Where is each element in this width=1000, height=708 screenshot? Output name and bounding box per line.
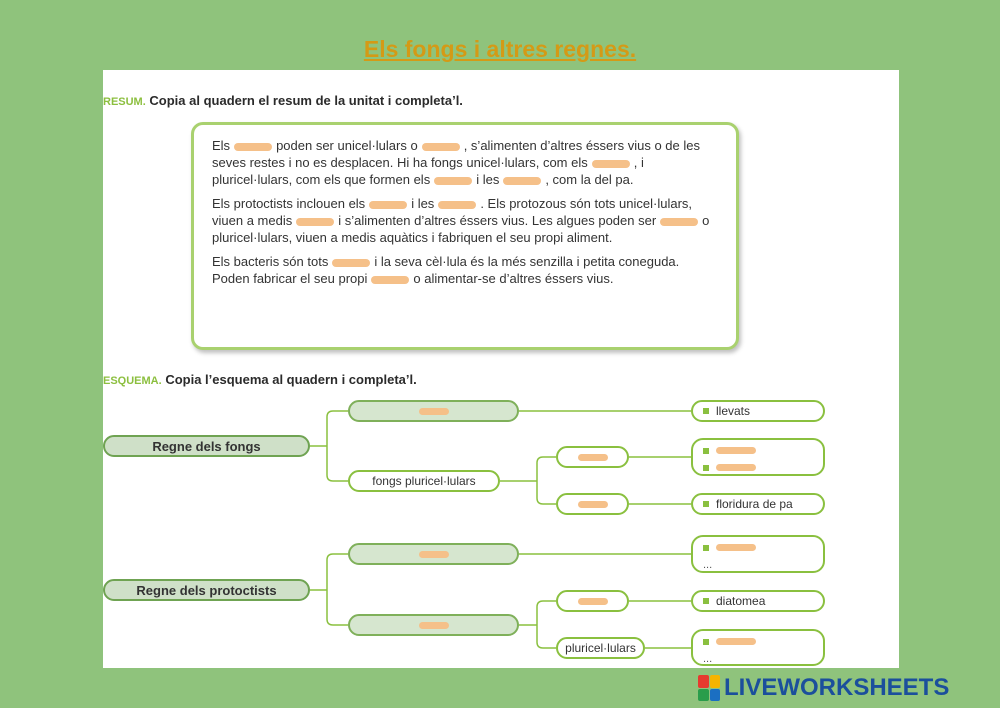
liveworksheets-logo bbox=[698, 674, 949, 702]
concept-map bbox=[103, 70, 899, 668]
ellipsis-text: ... bbox=[703, 652, 713, 665]
summary-text: i la seva cèl·lula és la més senzilla i petita coneguda. Poden fabricar el seu propi bbox=[212, 254, 680, 286]
blank-input[interactable] bbox=[419, 408, 449, 415]
esquema-instruction: Copia l’esquema al quadern i completa’l. bbox=[165, 372, 417, 387]
sub-node-blank[interactable] bbox=[556, 446, 629, 468]
bullet-icon bbox=[703, 408, 709, 414]
summary-text: o pluricel·lulars, viuen a medis aquàtics i fabriquen el seu propi aliment. bbox=[212, 213, 710, 245]
summary-text: i s’alimenten d’altres éssers vius. Les algues poden ser bbox=[338, 213, 657, 228]
summary-text: , i pluricel·lulars, com els que formen els bbox=[212, 155, 644, 187]
summary-text: i les bbox=[411, 196, 435, 211]
branch-node-blank[interactable] bbox=[348, 614, 519, 636]
sub-node-blank[interactable] bbox=[556, 590, 629, 612]
leaf-node-blank-ellipsis bbox=[691, 535, 825, 573]
summary-text: Els bacteris són tots bbox=[212, 254, 329, 269]
bullet-icon bbox=[703, 501, 709, 507]
summary-text: , com la del pa. bbox=[545, 172, 634, 187]
blank-input[interactable] bbox=[419, 622, 449, 629]
leaf-node-blank-ellipsis bbox=[691, 629, 825, 666]
resum-instruction: Copia al quadern el resum de la unitat i completa’l. bbox=[149, 93, 463, 108]
bullet-icon bbox=[703, 598, 709, 604]
leaf-node-floridura bbox=[691, 493, 825, 515]
branch-node-blank[interactable] bbox=[348, 543, 519, 565]
summary-text: Els protoctists inclouen els bbox=[212, 196, 366, 211]
summary-text: poden ser unicel·lulars o bbox=[276, 138, 418, 153]
branch-node-fongs-pluricelulars: fongs pluricel·lulars bbox=[348, 470, 500, 492]
leaf-node-diatomea bbox=[691, 590, 825, 612]
blank-input[interactable] bbox=[419, 551, 449, 558]
leaf-text: floridura de pa bbox=[716, 496, 793, 511]
sub-node-pluricelulars: pluricel·lulars bbox=[556, 637, 645, 659]
ellipsis-text: ... bbox=[703, 558, 713, 571]
bullet-icon bbox=[703, 545, 709, 551]
esquema-tag: ESQUEMA. bbox=[103, 375, 162, 387]
summary-text: o alimentar-se d’altres éssers vius. bbox=[413, 271, 614, 286]
blank-input[interactable] bbox=[578, 598, 608, 605]
worksheet bbox=[103, 70, 899, 668]
summary-text: . Els protozous són tots unicel·lulars, viuen a medis bbox=[212, 196, 693, 228]
bullet-icon bbox=[703, 448, 709, 454]
sub-node-blank[interactable] bbox=[556, 493, 629, 515]
resum-tag: RESUM. bbox=[103, 96, 146, 108]
bullet-icon bbox=[703, 639, 709, 645]
page-title: Els fongs i altres regnes. bbox=[363, 36, 637, 62]
leaf-node-blanks bbox=[691, 438, 825, 476]
summary-text: , s’alimenten d’altres éssers vius o de les seves restes i no es desplacen. Hi ha fongs unicel·lulars, com els bbox=[212, 138, 700, 170]
brand-logo-icon bbox=[698, 675, 720, 701]
blank-input[interactable] bbox=[716, 544, 756, 551]
root-node-fongs: Regne dels fongs bbox=[103, 435, 310, 457]
leaf-text: diatomea bbox=[716, 593, 766, 608]
leaf-node-llevats bbox=[691, 400, 825, 422]
root-node-protoctists: Regne dels protoctists bbox=[103, 579, 310, 601]
blank-input[interactable] bbox=[716, 638, 756, 645]
summary-text: Els bbox=[212, 138, 231, 153]
brand-text: LIVEWORKSHEETS bbox=[724, 674, 950, 701]
blank-input[interactable] bbox=[578, 454, 608, 461]
blank-input[interactable] bbox=[716, 464, 756, 471]
branch-node-blank[interactable] bbox=[348, 400, 519, 422]
summary-text: i les bbox=[476, 172, 500, 187]
blank-input[interactable] bbox=[578, 501, 608, 508]
bullet-icon bbox=[703, 465, 709, 471]
blank-input[interactable] bbox=[716, 447, 756, 454]
leaf-text: llevats bbox=[716, 403, 751, 418]
